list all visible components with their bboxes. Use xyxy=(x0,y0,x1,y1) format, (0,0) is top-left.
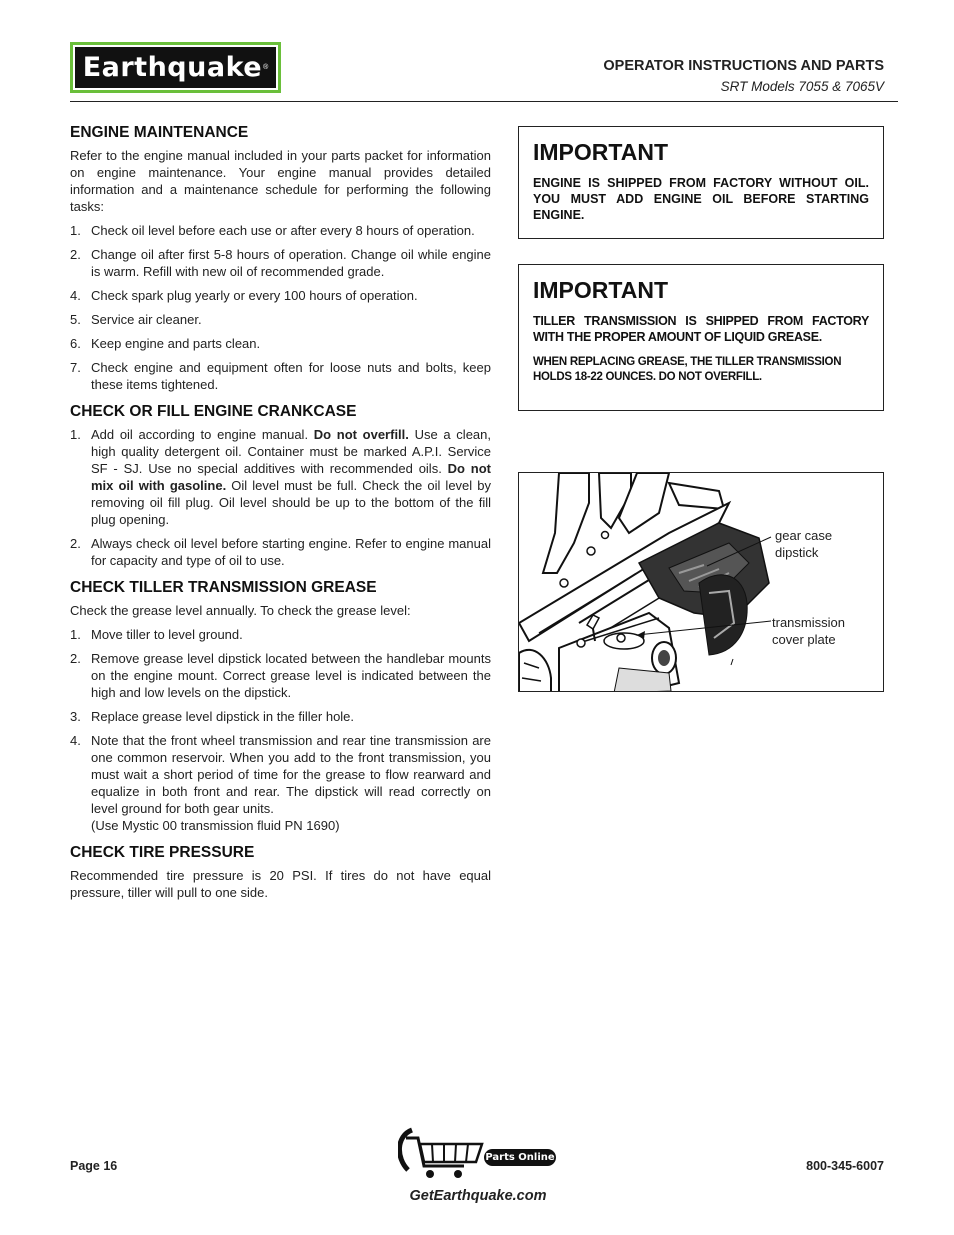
list-number: 1. xyxy=(70,223,81,238)
crankcase-text-a: Add oil according to engine manual. xyxy=(91,427,314,442)
list-text: Replace grease level dipstick in the filler hole. xyxy=(91,709,355,724)
list-text: Check oil level before each use or after every 8 hours of operation. xyxy=(91,223,475,238)
list-item xyxy=(70,708,491,725)
label-line: gear case xyxy=(775,528,833,543)
list-item xyxy=(70,650,491,701)
website-link[interactable]: GetEarthquake.com xyxy=(409,1188,547,1204)
list-number: 2. xyxy=(70,247,81,262)
important-grease-text: TILLER TRANSMISSION IS SHIPPED FROM FACTORY WITH THE PROPER AMOUNT OF LIQUID GREASE. xyxy=(533,314,869,344)
engine-maintenance-heading: ENGINE MAINTENANCE xyxy=(70,124,249,141)
list-text: Remove grease level dipstick located between the handlebar mounts on the engine mount. Correct grease level is indicated between the high and low levels on the dipstick. xyxy=(91,651,491,700)
document-title: OPERATOR INSTRUCTIONS AND PARTS xyxy=(603,58,884,74)
list-text xyxy=(91,426,491,528)
grease-list xyxy=(70,626,491,834)
tire-heading: CHECK TIRE PRESSURE xyxy=(70,844,255,861)
transmission-figure xyxy=(518,472,884,692)
crankcase-text-e: Oil level must be full. Check the oil level by removing oil fill plug. Oil level should be up to the bottom of the fill plug opening. xyxy=(91,478,491,527)
grease-item4-text: Note that the front wheel transmission and rear tine transmission are one common reservoir. When you add to the front transmission, you must wait a short period of time for the grease to flow rearward and equalize in both front and rear. The dipstick will read correctly on level ground for both gear units. xyxy=(91,733,491,816)
document-subtitle: SRT Models 7055 & 7065V xyxy=(720,79,884,94)
list-number: 4. xyxy=(70,733,81,748)
list-item xyxy=(70,535,491,569)
list-item xyxy=(70,732,491,834)
left-column xyxy=(70,124,491,908)
important-oil-text: ENGINE IS SHIPPED FROM FACTORY WITHOUT OIL. YOU MUST ADD ENGINE OIL BEFORE STARTING ENGINE. xyxy=(533,176,869,222)
grease-heading: CHECK TILLER TRANSMISSION GREASE xyxy=(70,579,377,596)
list-item xyxy=(70,359,491,393)
label-line: cover plate xyxy=(772,632,836,647)
grease-intro: Check the grease level annually. To check the grease level: xyxy=(70,603,411,618)
crankcase-list xyxy=(70,426,491,569)
list-text: Change oil after first 5-8 hours of operation. Change oil while engine is warm. Refill with new oil of recommended grade. xyxy=(91,247,491,279)
logo-badge xyxy=(73,45,278,90)
list-item xyxy=(70,311,491,328)
gear-case-dipstick-label xyxy=(775,527,832,561)
list-number: 4. xyxy=(70,288,81,303)
list-number: 1. xyxy=(70,627,81,642)
page-number: Page 16 xyxy=(70,1159,118,1173)
important-title: IMPORTANT xyxy=(533,139,669,165)
list-item xyxy=(70,426,491,528)
list-text: Check spark plug yearly or every 100 hours of operation. xyxy=(91,288,418,303)
header-divider xyxy=(70,101,898,102)
list-number: 1. xyxy=(70,427,81,442)
list-number: 2. xyxy=(70,536,81,551)
list-text: Move tiller to level ground. xyxy=(91,627,243,642)
important-box-grease xyxy=(518,264,884,411)
engine-maintenance-list xyxy=(70,222,491,393)
tiller-illustration xyxy=(519,473,884,692)
list-text: Service air cleaner. xyxy=(91,312,202,327)
label-line: transmission xyxy=(772,615,845,630)
important-grease-capacity: WHEN REPLACING GREASE, THE TILLER TRANSMISSION HOLDS 18-22 OUNCES. DO NOT OVERFILL. xyxy=(533,356,842,383)
label-line: dipstick xyxy=(775,545,819,560)
list-text xyxy=(91,732,491,834)
list-text: Keep engine and parts clean. xyxy=(91,336,261,351)
transmission-cover-plate-label xyxy=(772,614,845,648)
list-number: 3. xyxy=(70,709,81,724)
crankcase-text-c: Use a clean, high quality detergent oil. Container must be marked A.P.I. Service SF - SJ. Use no special additives with recommended oils. xyxy=(91,427,492,476)
list-item xyxy=(70,246,491,280)
list-text: Check engine and equipment often for loose nuts and bolts, keep these items tightened. xyxy=(91,360,491,392)
list-item xyxy=(70,287,491,304)
important-title: IMPORTANT xyxy=(533,277,669,303)
list-number: 5. xyxy=(70,312,81,327)
crankcase-warning-overfill: Do not overfill. xyxy=(313,427,409,442)
list-item xyxy=(70,626,491,643)
logo-registered-mark: ® xyxy=(263,64,269,71)
list-item xyxy=(70,335,491,352)
list-number: 2. xyxy=(70,651,81,666)
list-text: Always check oil level before starting engine. Refer to engine manual for capacity and type of oil to use. xyxy=(91,536,491,568)
crankcase-warning-gasoline: Do not mix oil with gasoline. xyxy=(91,461,492,493)
important-box-oil xyxy=(518,126,884,239)
crankcase-heading: CHECK OR FILL ENGINE CRANKCASE xyxy=(70,403,357,420)
parts-online-badge: Parts Online xyxy=(484,1149,556,1166)
phone-number: 800-345-6007 xyxy=(806,1159,884,1173)
engine-maintenance-intro: Refer to the engine manual included in your parts packet for information on engine maintenance. Your engine manual provides detailed information and a maintenance schedule for performing the following tasks: xyxy=(70,148,491,214)
list-number: 7. xyxy=(70,360,81,375)
tire-text: Recommended tire pressure is 20 PSI. If tires do not have equal pressure, tiller will pull to one side. xyxy=(70,868,491,900)
earthquake-logo xyxy=(70,42,281,93)
swoosh-shape xyxy=(399,1130,412,1170)
list-item xyxy=(70,222,491,239)
logo-text: Earthquake xyxy=(82,52,263,83)
grease-fluid-note: (Use Mystic 00 transmission fluid PN 1690) xyxy=(91,818,340,833)
list-number: 6. xyxy=(70,336,81,351)
